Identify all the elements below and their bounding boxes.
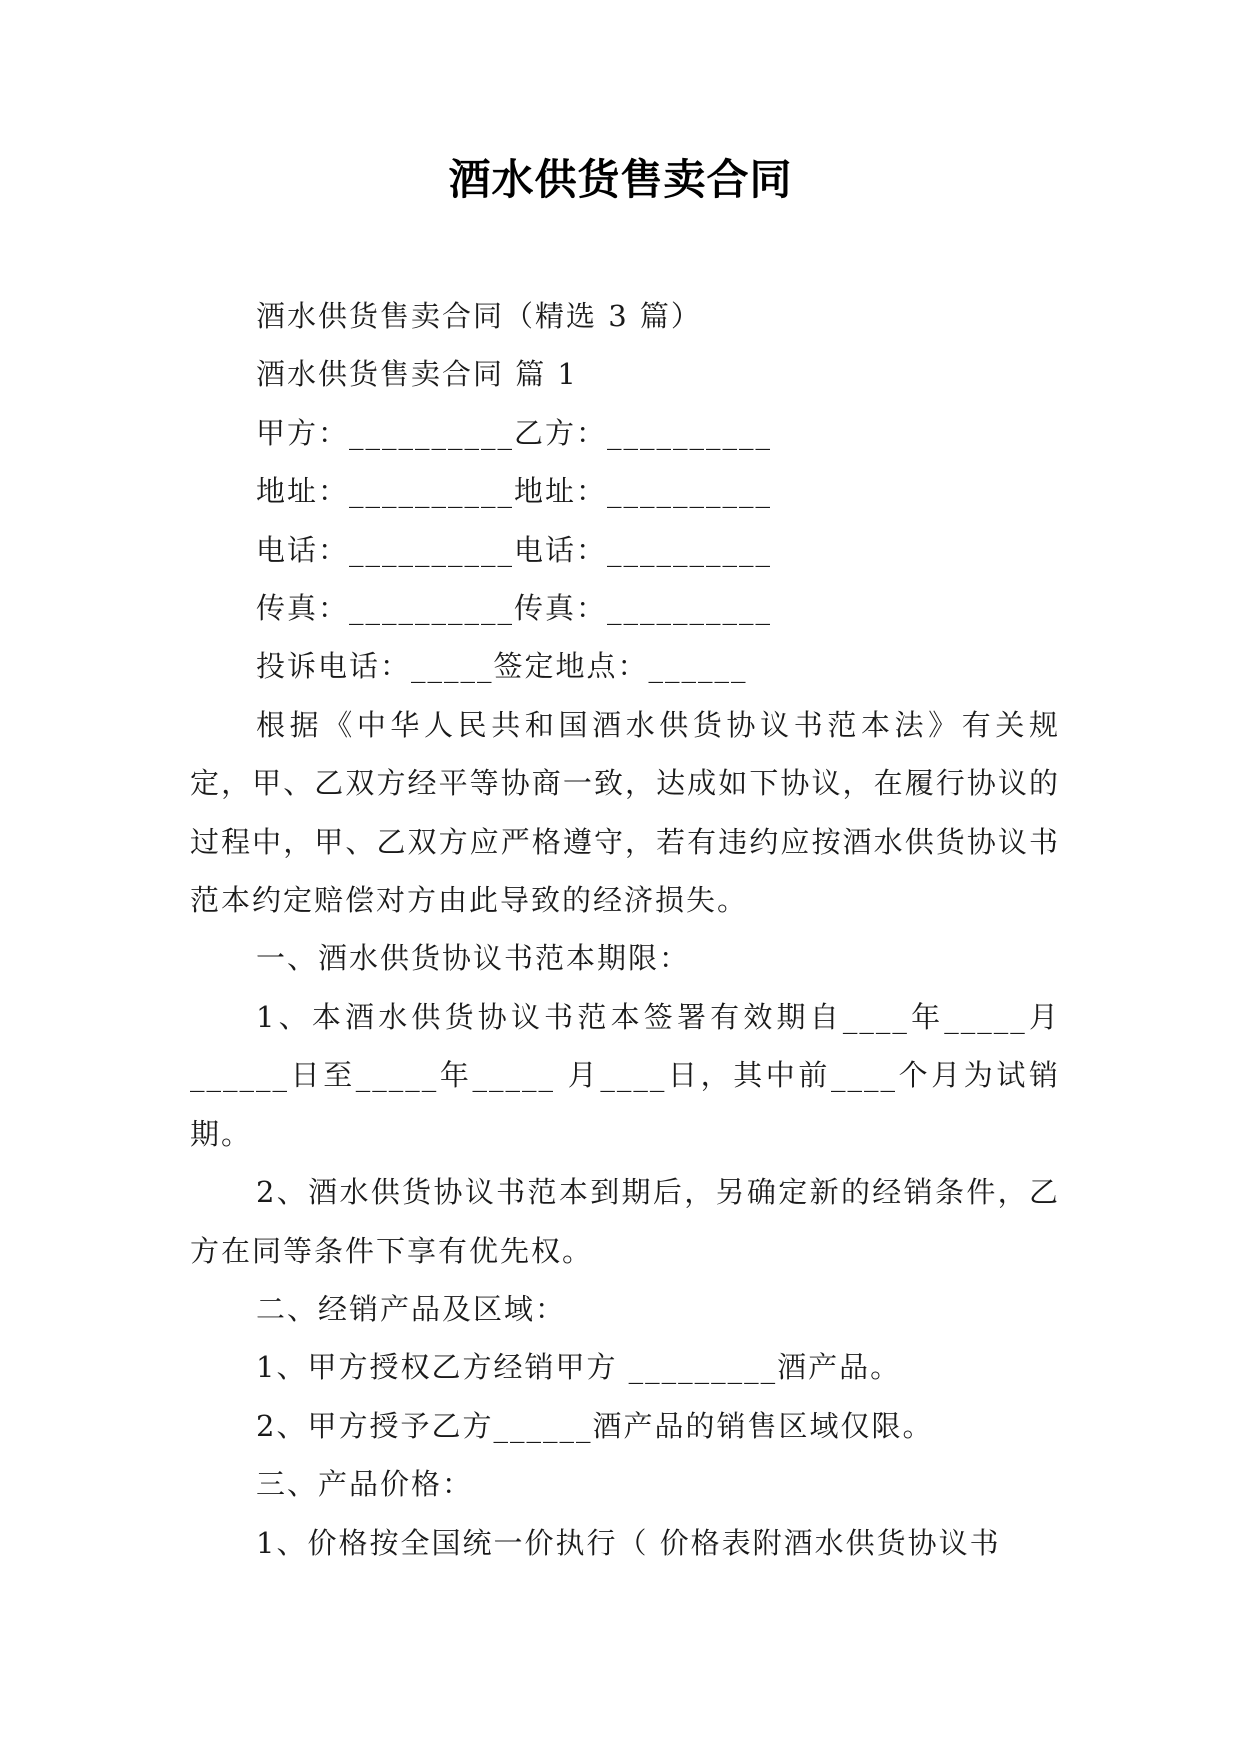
clause-paragraph: 2、酒水供货协议书范本到期后，另确定新的经销条件，乙方在同等条件下享有优先权。 xyxy=(190,1175,1060,1268)
clause-paragraph: 1、价格按全国统一价执行（ 价格表附酒水供货协议书 xyxy=(256,1525,1001,1560)
party-line: 甲方：__________乙方：__________ xyxy=(256,415,773,450)
preamble-paragraph: 根据《中华人民共和国酒水供货协议书范本法》有关规定，甲、乙双方经平等协商一致，达成如下协议，在履行协议的过程中，甲、乙双方应严格遵守，若有违约应按酒水供货协议书范本约定赔偿对方由此导致的经济损失。 xyxy=(190,707,1060,918)
clause-paragraph: 2、甲方授予乙方______酒产品的销售区域仅限。 xyxy=(256,1408,934,1443)
address-line: 地址：__________地址：__________ xyxy=(256,474,773,509)
clause-paragraph: 1、甲方授权乙方经销甲方 _________酒产品。 xyxy=(256,1350,902,1385)
phone-line: 电话：__________电话：__________ xyxy=(256,532,773,567)
document-body xyxy=(190,287,1060,1572)
clause-heading: 三、产品价格： xyxy=(256,1467,474,1502)
complaint-location-line: 投诉电话：_____签定地点：______ xyxy=(256,649,748,684)
document-title: 酒水供货售卖合同 xyxy=(448,155,793,204)
clause-heading: 二、经销产品及区域： xyxy=(256,1291,567,1326)
section-heading: 酒水供货售卖合同 篇 1 xyxy=(256,357,578,392)
clause-heading: 一、酒水供货协议书范本期限： xyxy=(256,941,691,976)
subtitle-line: 酒水供货售卖合同（精选 3 篇） xyxy=(256,299,702,333)
fax-line: 传真：__________传真：__________ xyxy=(256,591,773,626)
clause-paragraph: 1、本酒水供货协议书范本签署有效期自____年_____月______日至_____年_____ 月____日，其中前____个月为试销期。 xyxy=(190,999,1060,1151)
